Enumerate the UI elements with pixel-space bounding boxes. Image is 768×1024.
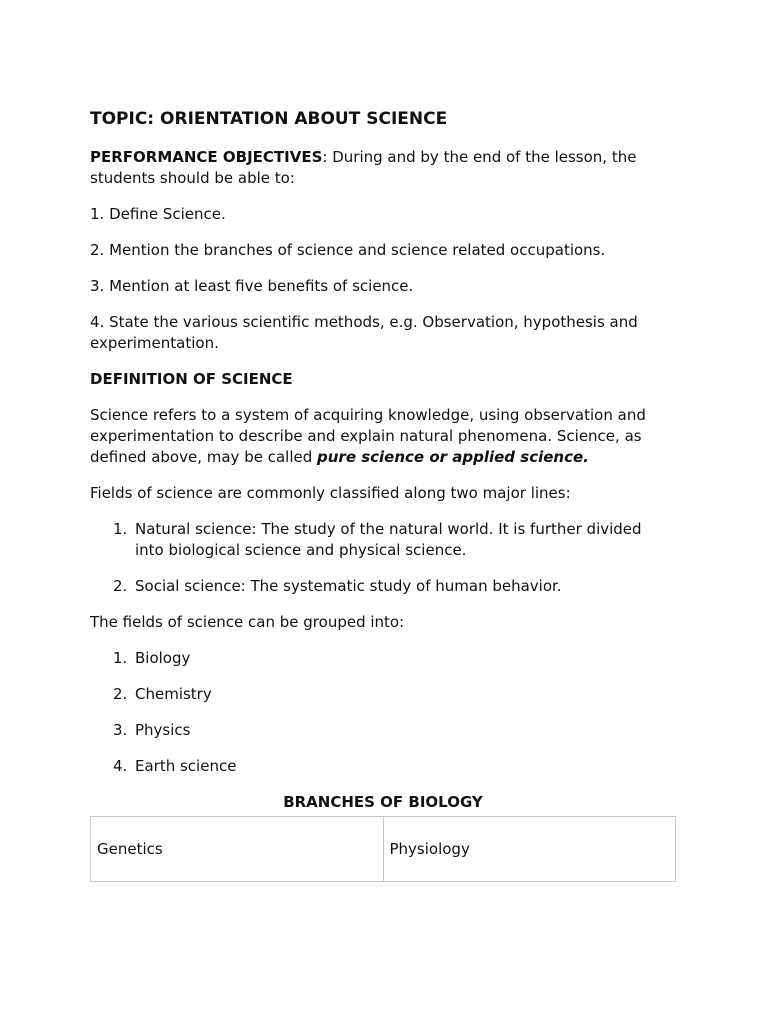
definition-text: Science refers to a system of acquiring knowledge, using observation and experimentation to describe and explain natural phenomena. Science, as defined above, may be called <box>90 406 646 466</box>
list-item <box>113 519 670 561</box>
document-content <box>90 106 670 882</box>
list-item-number: 4. <box>113 757 128 775</box>
fields-list <box>90 648 670 777</box>
list-item-text: Physics <box>135 721 191 739</box>
branches-table-title: BRANCHES OF BIOLOGY <box>283 793 483 811</box>
list-item-number: 1. <box>113 649 128 667</box>
table-cell: Genetics <box>91 817 384 882</box>
objectives-text: : During and by the end of the lesson, the students should be able to: <box>90 148 637 187</box>
page-title: TOPIC: ORIENTATION ABOUT SCIENCE <box>90 109 448 129</box>
list-item-number: 2. <box>113 685 128 703</box>
list-item-text: Natural science: The study of the natural world. It is further divided into biological science and physical science. <box>135 520 642 559</box>
objective-item: 1. Define Science. <box>90 205 226 223</box>
list-item-text: Biology <box>135 649 191 667</box>
list-item <box>113 720 670 741</box>
table-cell: Physiology <box>383 817 676 882</box>
fields-intro: Fields of science are commonly classified along two major lines: <box>90 484 571 502</box>
objective-item: 4. State the various scientific methods, e.g. Observation, hypothesis and experimentation. <box>90 313 638 352</box>
definition-emphasis: pure science or applied science. <box>317 448 589 466</box>
list-item-text: Social science: The systematic study of human behavior. <box>135 577 562 595</box>
major-lines-list <box>90 519 670 597</box>
list-item-number: 1. <box>113 520 128 538</box>
definition-heading: DEFINITION OF SCIENCE <box>90 370 293 388</box>
list-item-number: 3. <box>113 721 128 739</box>
list-item-text: Chemistry <box>135 685 212 703</box>
grouped-intro: The fields of science can be grouped into: <box>90 613 405 631</box>
list-item <box>113 684 670 705</box>
branches-table <box>90 816 676 882</box>
objective-item: 3. Mention at least five benefits of science. <box>90 277 414 295</box>
list-item <box>113 648 670 669</box>
objective-item: 2. Mention the branches of science and science related occupations. <box>90 241 606 259</box>
list-item-text: Earth science <box>135 757 237 775</box>
objectives-label: PERFORMANCE OBJECTIVES <box>90 148 323 166</box>
definition-paragraph <box>90 405 670 468</box>
list-item-number: 2. <box>113 577 128 595</box>
list-item <box>113 756 670 777</box>
list-item <box>113 576 670 597</box>
objectives-paragraph <box>90 147 670 189</box>
table-row <box>91 817 676 882</box>
